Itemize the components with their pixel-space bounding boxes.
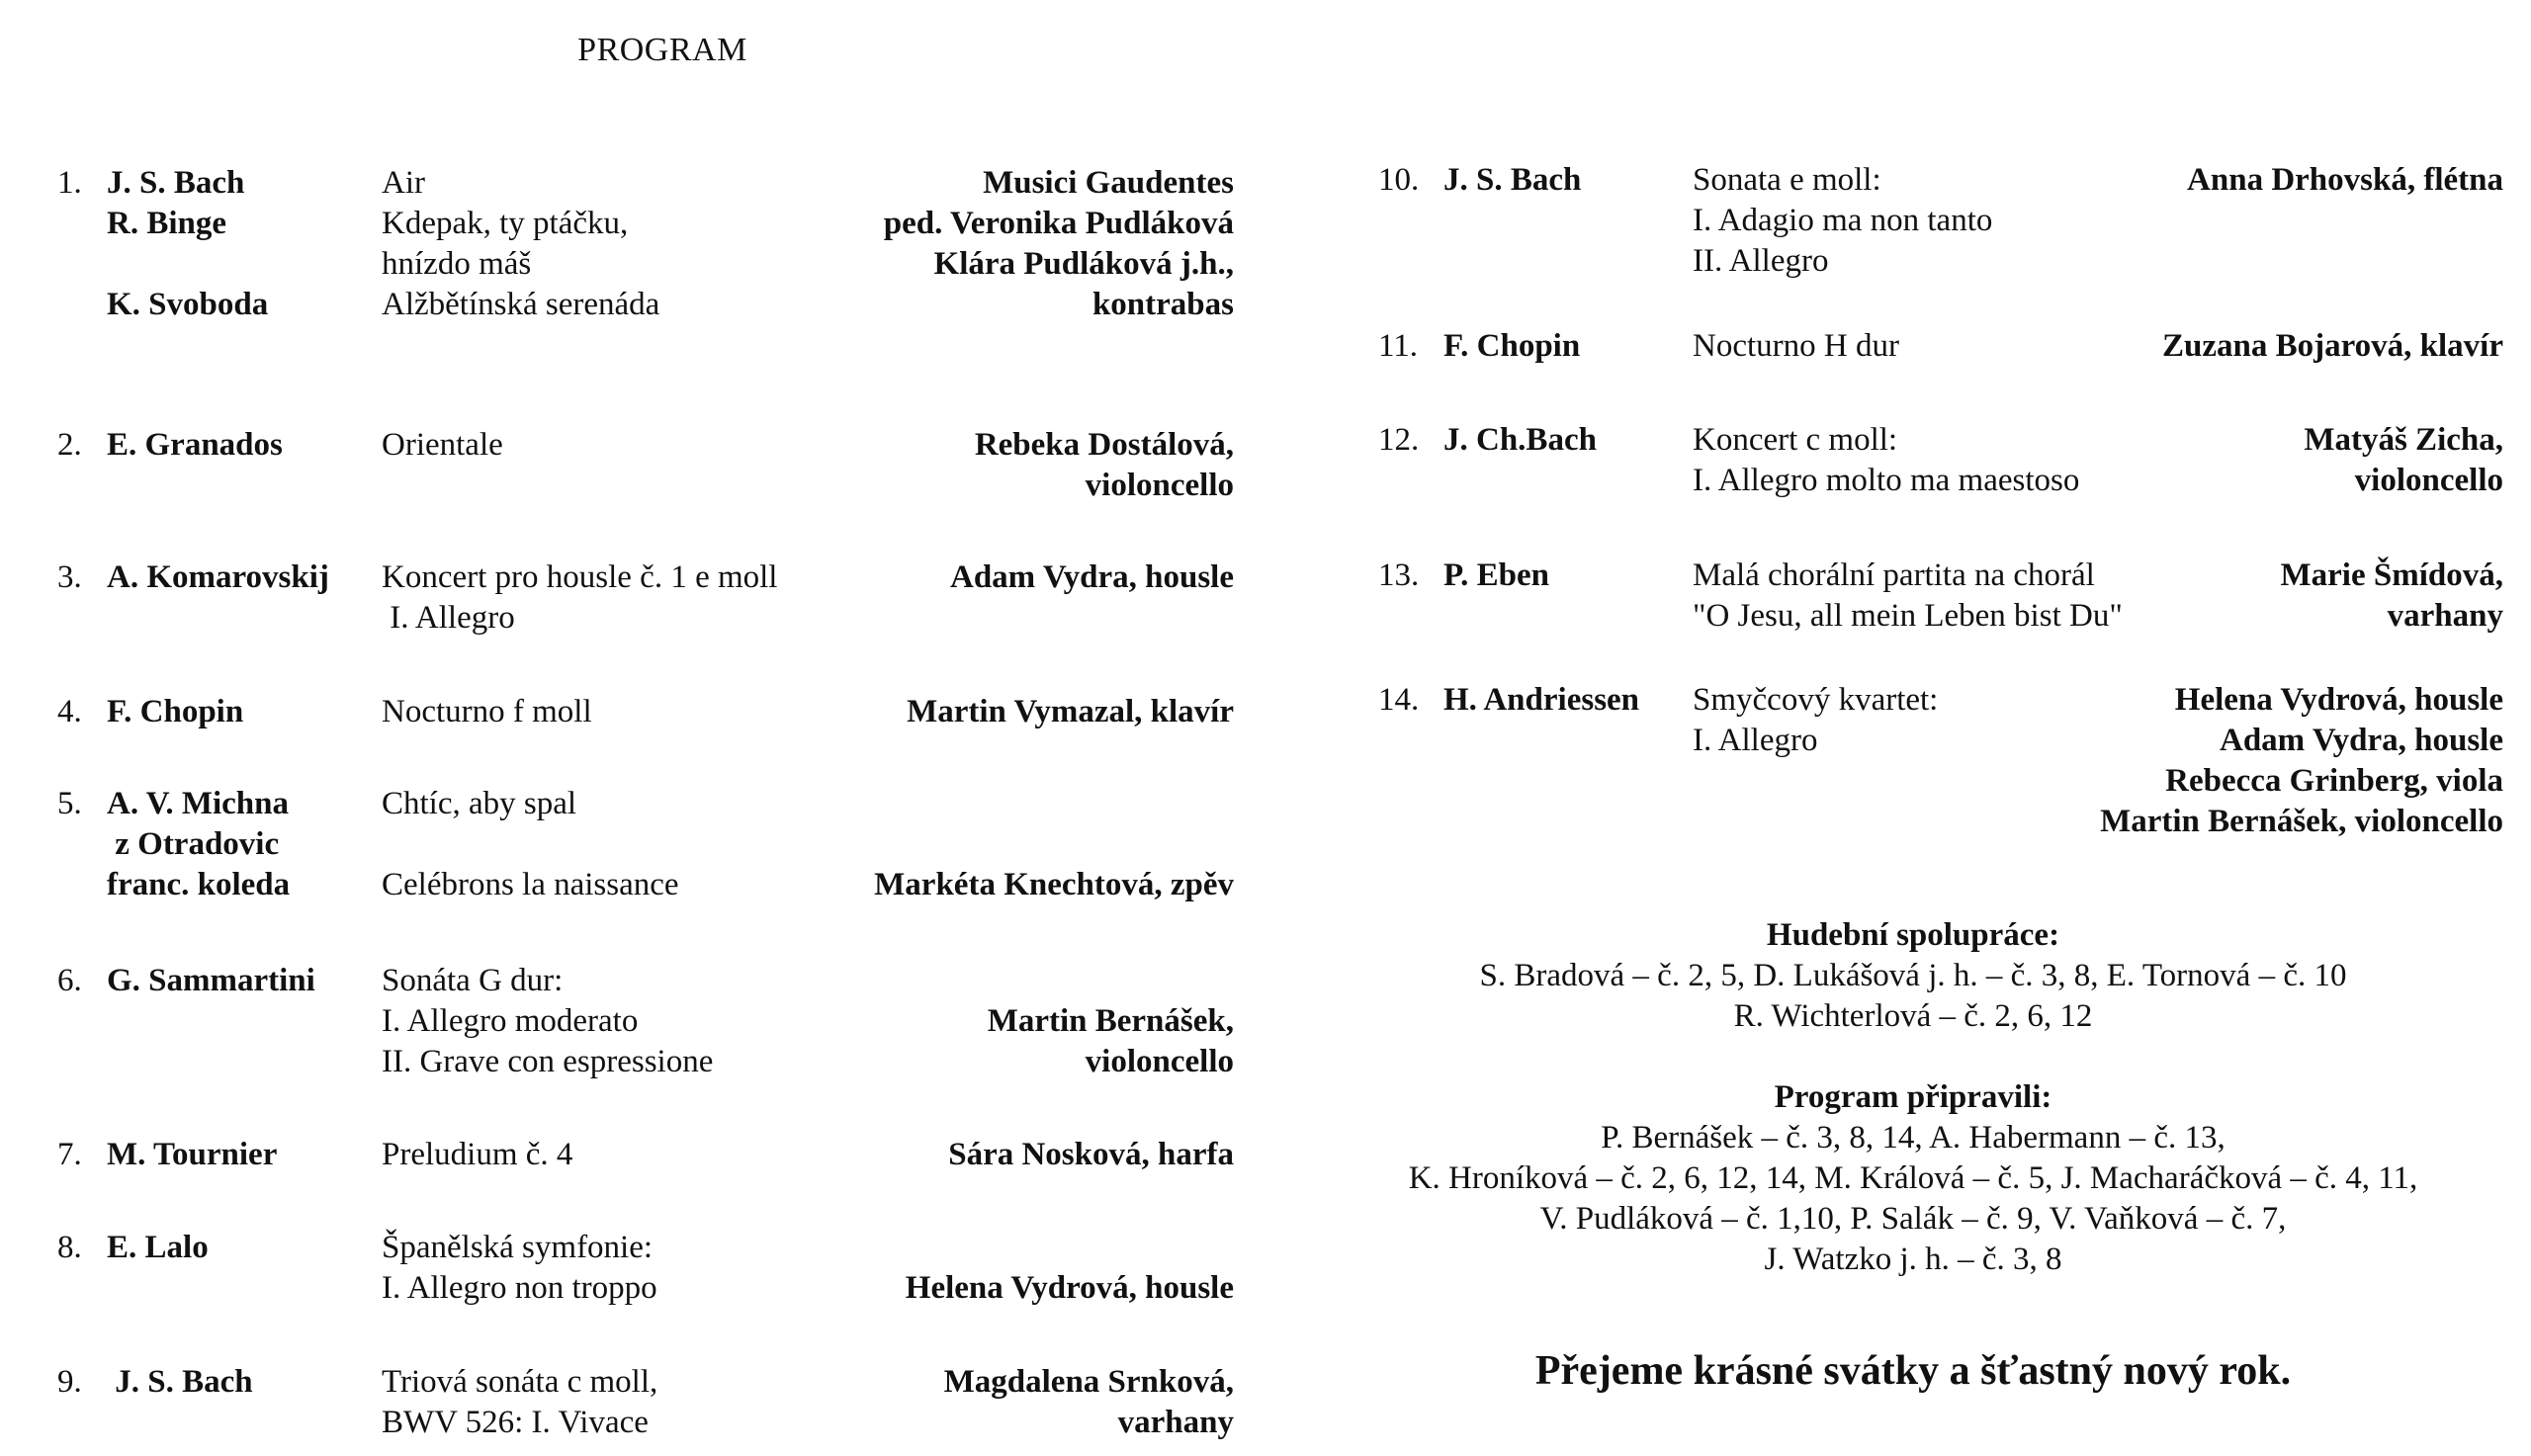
work-title-line: Celébrons la naissance [382, 867, 679, 902]
work-title-line: Kdepak, ty ptáčku, [382, 206, 629, 241]
program-title: PROGRAM [577, 32, 747, 68]
performer-line: Markéta Knechtová, zpěv [874, 867, 1234, 902]
work-title-line: Chtíc, aby spal [382, 786, 577, 821]
composer-line: F. Chopin [1443, 328, 1581, 364]
performer-line [874, 824, 1234, 865]
composer-line: J. S. Bach [107, 165, 245, 201]
work-title [1693, 326, 1899, 367]
composer-line: R. Binge [107, 206, 227, 241]
work-title [382, 692, 817, 732]
work-title [1693, 420, 2079, 501]
prepared-heading: Program připravili: [1774, 1079, 2052, 1115]
composer-line: H. Andriessen [1443, 682, 1640, 718]
performer-line: Magdalena Srnková, [943, 1364, 1234, 1400]
item-number: 5. [57, 786, 82, 821]
performer-line: Martin Bernášek, violoncello [2100, 804, 2503, 839]
work-title-line: I. Allegro [1693, 723, 1818, 758]
composer-line: J. Ch.Bach [1443, 422, 1597, 458]
item-number: 1. [57, 165, 82, 201]
performer-line: violoncello [1085, 1044, 1234, 1079]
work-title [382, 425, 817, 466]
work-title-line: Air [382, 165, 425, 201]
performer-line: Sára Nosková, harfa [948, 1137, 1234, 1172]
item-number: 11. [1378, 328, 1419, 364]
prepared-line: V. Pudláková – č. 1,10, P. Salák – č. 9, V. Vaňková – č. 7, [1539, 1201, 2287, 1237]
work-title-line [382, 824, 817, 865]
work-title-line: Sonáta G dur: [382, 963, 564, 998]
performer [950, 557, 1234, 598]
work-title-line: II. Grave con espressione [382, 1044, 714, 1079]
composer-line: M. Tournier [107, 1137, 278, 1172]
composer [107, 1362, 253, 1403]
composer-line: J. S. Bach [107, 1364, 253, 1400]
composer [107, 961, 315, 1001]
composer-line: A. Komarovskij [107, 559, 329, 595]
collaboration-line: S. Bradová – č. 2, 5, D. Lukášová j. h. – č. 3, 8, E. Tornová – č. 10 [1479, 958, 2347, 993]
performer-line: Anna Drhovská, flétna [2187, 162, 2503, 198]
composer [107, 1135, 277, 1175]
composer [1443, 556, 1549, 596]
work-title [382, 784, 817, 905]
prepared-line: K. Hroníková – č. 2, 6, 12, 14, M. Králová – č. 5, J. Macharáčková – č. 4, 11, [1408, 1160, 2418, 1196]
performer [948, 1135, 1234, 1175]
work-title-line: Smyčcový kvartet: [1693, 682, 1939, 718]
composer [107, 163, 268, 325]
work-title [382, 1228, 817, 1309]
performer [975, 425, 1234, 506]
performer-line: varhany [2387, 598, 2503, 634]
work-title-line: I. Adagio ma non tanto [1693, 203, 1993, 238]
prepared-line: P. Bernášek – č. 3, 8, 14, A. Habermann – č. 13, [1601, 1120, 2226, 1156]
work-title-line: "O Jesu, all mein Leben bist Du" [1693, 598, 2123, 634]
work-title [382, 1135, 817, 1175]
work-title-line: I. Allegro [382, 600, 515, 636]
composer [1443, 420, 1597, 461]
item-number: 12. [1378, 422, 1420, 458]
work-title [1693, 160, 1992, 282]
item-number: 4. [57, 694, 82, 729]
performer [2187, 160, 2503, 201]
work-title-line: I. Allegro moderato [382, 1003, 639, 1039]
collaboration-heading: Hudební spolupráce: [1766, 917, 2060, 953]
composer-line: G. Sammartini [107, 963, 315, 998]
item-number: 14. [1378, 682, 1420, 718]
performer-line: varhany [1117, 1405, 1234, 1440]
performer-line: Martin Bernášek, [987, 1003, 1234, 1039]
performer-line [874, 784, 1234, 824]
composer-line: P. Eben [1443, 557, 1549, 593]
composer [107, 557, 329, 598]
composer [1443, 680, 1639, 721]
performer [2100, 680, 2503, 842]
composer-line: K. Svoboda [107, 287, 269, 322]
work-title [1693, 556, 2123, 637]
item-number: 9. [57, 1364, 82, 1400]
performer-line: Martin Vymazal, klavír [907, 694, 1234, 729]
performer-line: Klára Pudláková j.h., [933, 246, 1234, 282]
composer [107, 1228, 209, 1268]
performer-line: Matyáš Zicha, [2304, 422, 2503, 458]
composer [1443, 326, 1580, 367]
composer [1443, 160, 1581, 201]
performer-line: Musici Gaudentes [983, 165, 1234, 201]
performer-line: Helena Vydrová, housle [905, 1270, 1234, 1306]
work-title-line: Nocturno H dur [1693, 328, 1899, 364]
work-title-line: Španělská symfonie: [382, 1230, 654, 1265]
work-title-line: I. Allegro non troppo [382, 1270, 657, 1306]
composer-line: E. Granados [107, 427, 283, 463]
performer [944, 1362, 1234, 1443]
work-title-line: BWV 526: I. Vivace [382, 1405, 649, 1440]
composer-line: E. Lalo [107, 1230, 209, 1265]
item-number: 2. [57, 427, 82, 463]
prepared-line: J. Watzko j. h. – č. 3, 8 [1764, 1242, 2062, 1277]
performer-line: Marie Šmídová, [2280, 557, 2503, 593]
collaboration-section [1354, 915, 2472, 1037]
performer [2304, 420, 2503, 501]
performer-line [906, 1228, 1234, 1268]
performer-line: Rebecca Grinberg, viola [2165, 763, 2503, 799]
performer [988, 961, 1234, 1082]
performer-line: Adam Vydra, housle [950, 559, 1234, 595]
performer-line [988, 961, 1234, 1001]
composer-line [107, 244, 268, 285]
item-number: 7. [57, 1137, 82, 1172]
performer [884, 163, 1234, 325]
item-number: 8. [57, 1230, 82, 1265]
item-number: 13. [1378, 557, 1420, 593]
item-number: 3. [57, 559, 82, 595]
work-title-line: Triová sonáta c moll, [382, 1364, 658, 1400]
work-title-line: Nocturno f moll [382, 694, 592, 729]
collaboration-line: R. Wichterlová – č. 2, 6, 12 [1733, 998, 2093, 1034]
work-title-line: Koncert c moll: [1693, 422, 1898, 458]
performer-line: kontrabas [1091, 287, 1234, 322]
work-title-line: Alžbětínská serenáda [382, 287, 660, 322]
performer [874, 784, 1234, 905]
work-title-line: Preludium č. 4 [382, 1137, 573, 1172]
composer-line: F. Chopin [107, 694, 244, 729]
work-title [382, 1362, 817, 1443]
work-title-line: I. Allegro molto ma maestoso [1693, 463, 2080, 498]
composer [107, 425, 283, 466]
work-title-line: Sonata e moll: [1693, 162, 1881, 198]
work-title-line: Malá chorální partita na chorál [1693, 557, 2095, 593]
performer-line: violoncello [2354, 463, 2503, 498]
composer-line: z Otradovic [107, 826, 280, 862]
holiday-wish: Přejeme krásné svátky a šťastný nový rok. [1534, 1348, 2292, 1394]
performer-line: Rebeka Dostálová, [974, 427, 1234, 463]
work-title-line: II. Allegro [1693, 243, 1829, 279]
work-title [382, 163, 817, 325]
composer-line: franc. koleda [107, 867, 291, 902]
prepared-section [1354, 1077, 2472, 1280]
item-number: 6. [57, 963, 82, 998]
composer-line: A. V. Michna [107, 786, 289, 821]
performer [906, 1228, 1234, 1309]
work-title-line: hnízdo máš [382, 246, 532, 282]
work-title [382, 961, 817, 1082]
item-number: 10. [1378, 162, 1420, 198]
performer [907, 692, 1234, 732]
composer [107, 692, 243, 732]
performer [2281, 556, 2503, 637]
performer-line: Helena Vydrová, housle [2174, 682, 2503, 718]
composer-line: J. S. Bach [1443, 162, 1582, 198]
work-title [1693, 680, 1938, 761]
performer-line: violoncello [1085, 468, 1234, 503]
performer-line: Adam Vydra, housle [2220, 723, 2503, 758]
work-title [382, 557, 817, 639]
work-title-line: Koncert pro housle č. 1 e moll [382, 559, 778, 595]
performer [2162, 326, 2503, 367]
work-title-line: Orientale [382, 427, 503, 463]
composer [107, 784, 290, 905]
performer-line: ped. Veronika Pudláková [883, 206, 1234, 241]
performer-line: Zuzana Bojarová, klavír [2161, 328, 2503, 364]
